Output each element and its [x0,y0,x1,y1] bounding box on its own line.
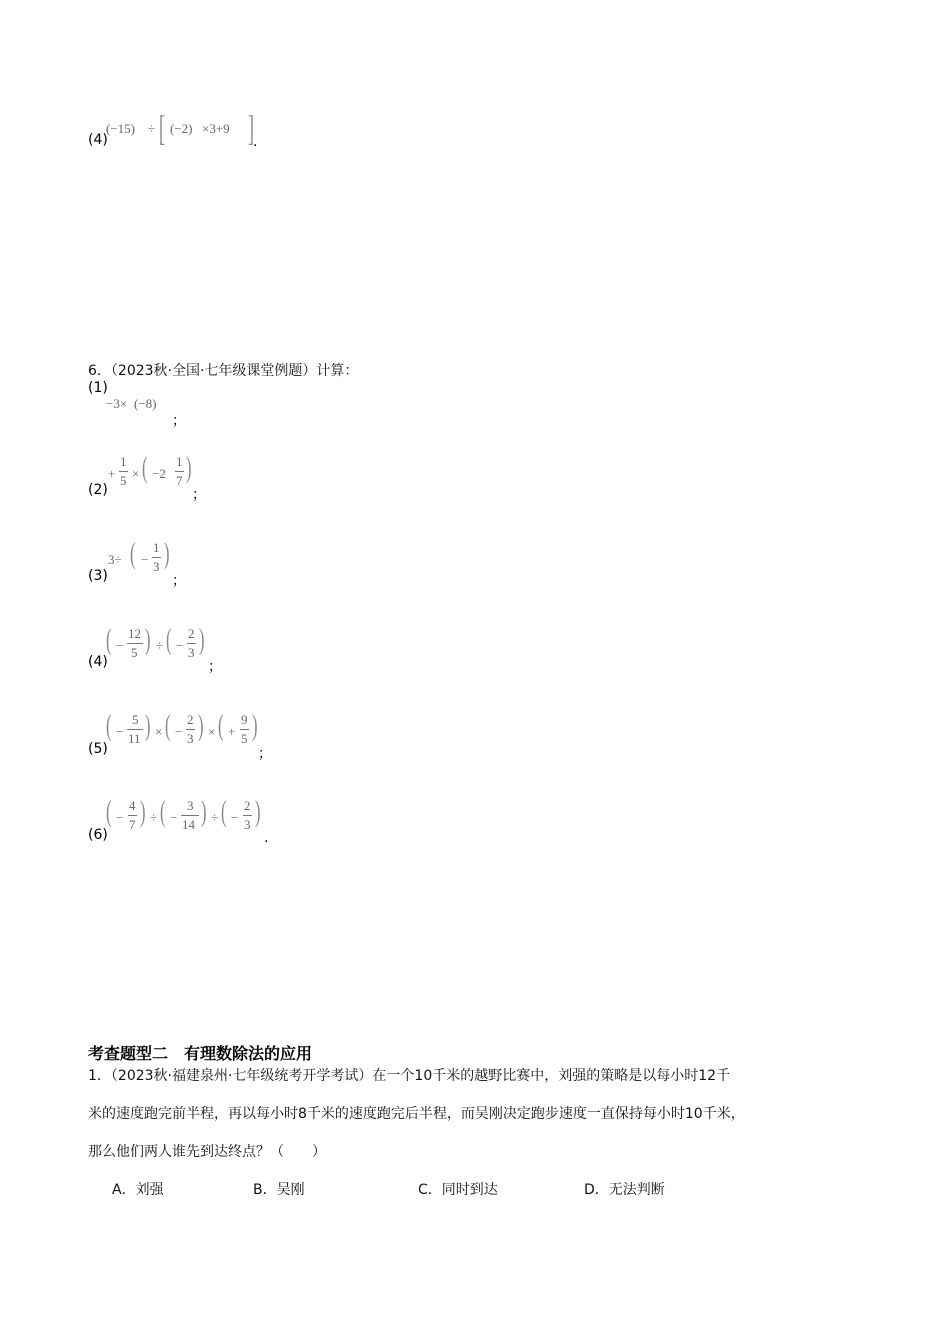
times-symbol: × [208,724,216,739]
item-end: ； [172,573,186,589]
fraction-numerator: 1 [120,454,127,469]
fraction-numerator: 2 [188,626,195,641]
question-text-line: 米的速度跑完前半程，再以每小时8千米的速度跑完后半程，而吴刚决定跑步速度一直保持每小时10千米， [88,1106,745,1122]
minus-sign: − [176,638,184,653]
fraction-denominator: 5 [120,473,127,488]
math-expression [108,537,178,584]
expr-part: 3÷ [108,552,122,567]
paren-close: ) [255,795,261,828]
paren-open: ( [106,623,112,656]
minus-sign: − [141,552,149,567]
expr-part: ×3+9 [202,121,230,136]
paren-close: ) [140,795,146,828]
item-end: . [253,134,258,150]
minus-sign: − [170,810,178,825]
fraction-denominator: 3 [244,817,251,832]
paren-open: ( [218,709,224,742]
fraction-denominator: 5 [131,645,138,660]
fraction-denominator: 7 [176,473,183,488]
expr-part: (−2) [170,121,193,136]
expr-part: (−8) [134,396,157,411]
minus-sign: − [116,638,124,653]
math-expression [108,451,198,498]
paren-close: ) [164,537,170,570]
item-end: ； [172,413,186,429]
paren-close: ) [252,709,258,742]
mixed-whole: −2 [152,466,166,481]
paren-close: ) [199,623,205,656]
fraction-numerator: 2 [244,798,251,813]
option-a: A．刘强 [112,1182,164,1198]
paren-open: ( [130,537,136,570]
fraction-denominator: 3 [188,645,195,660]
expr-part: −3× [106,396,128,411]
option-b: B．吴刚 [253,1182,305,1198]
fraction-numerator: 2 [187,712,194,727]
minus-sign: − [175,724,183,739]
plus-sign: + [228,724,236,739]
math-expression [106,795,271,842]
paren-open: ( [221,795,227,828]
fraction-denominator: 3 [187,731,194,746]
div-symbol: ÷ [211,810,219,825]
fraction-numerator: 5 [132,712,139,727]
item-label: (1) [88,380,108,396]
paren-close: ) [198,709,204,742]
div-symbol: ÷ [156,638,164,653]
question-prompt: 6．（2023秋·全国·七年级课堂例题）计算： [88,363,359,379]
paren-open: ( [166,623,172,656]
option-c: C．同时到达 [418,1182,498,1198]
minus-sign: − [231,810,239,825]
question-text-line: 那么他们两人谁先到达终点？（ ） [88,1144,326,1160]
paren-close: ) [145,623,151,656]
times-symbol: × [132,466,140,481]
div-symbol: ÷ [148,121,156,136]
times-symbol: × [155,724,163,739]
math-expression [106,623,216,670]
paren-open: ( [142,451,148,484]
paren-open: ( [106,709,112,742]
item-label: (3) [88,568,108,584]
item-end: . [264,830,269,846]
item-label: (4) [88,654,108,670]
question-text-line: 1．（2023秋·福建泉州·七年级统考开学考试）在一个10千米的越野比赛中，刘强的策略是以每小时12千 [88,1068,731,1084]
item-label: (2) [88,482,108,498]
fraction-numerator: 4 [129,798,136,813]
paren-open: ( [165,709,171,742]
math-expression [106,392,176,422]
fraction-numerator: 3 [187,798,194,813]
fraction-denominator: 11 [128,731,141,746]
expr-part: (−15) [106,121,135,136]
item-end: ； [192,487,206,503]
paren-close: ) [201,795,207,828]
item-label: (6) [88,827,108,843]
div-symbol: ÷ [150,810,158,825]
fraction-denominator: 14 [182,817,195,832]
minus-sign: − [116,810,124,825]
fraction-denominator: 5 [241,731,248,746]
bracket-open: [ [159,108,165,148]
fraction-numerator: 9 [241,712,248,727]
fraction-denominator: 7 [129,817,136,832]
item-label: (5) [88,741,108,757]
paren-close: ) [186,451,192,484]
paren-open: ( [160,795,166,828]
minus-sign: − [116,724,124,739]
item-label: (4) [88,132,108,148]
fraction-denominator: 3 [153,559,160,574]
math-expression [106,108,256,149]
paren-close: ) [145,709,151,742]
section-heading: 考查题型二 有理数除法的应用 [88,1044,313,1063]
fraction-numerator: 1 [176,454,183,469]
item-end: ； [208,659,222,675]
bracket-close: ] [248,108,254,148]
fraction-numerator: 1 [153,540,160,555]
item-end: ； [258,746,272,762]
sign: + [108,466,116,481]
paren-open: ( [106,795,112,828]
option-d: D．无法判断 [584,1182,665,1198]
fraction-numerator: 12 [128,626,141,641]
math-expression [106,709,266,756]
